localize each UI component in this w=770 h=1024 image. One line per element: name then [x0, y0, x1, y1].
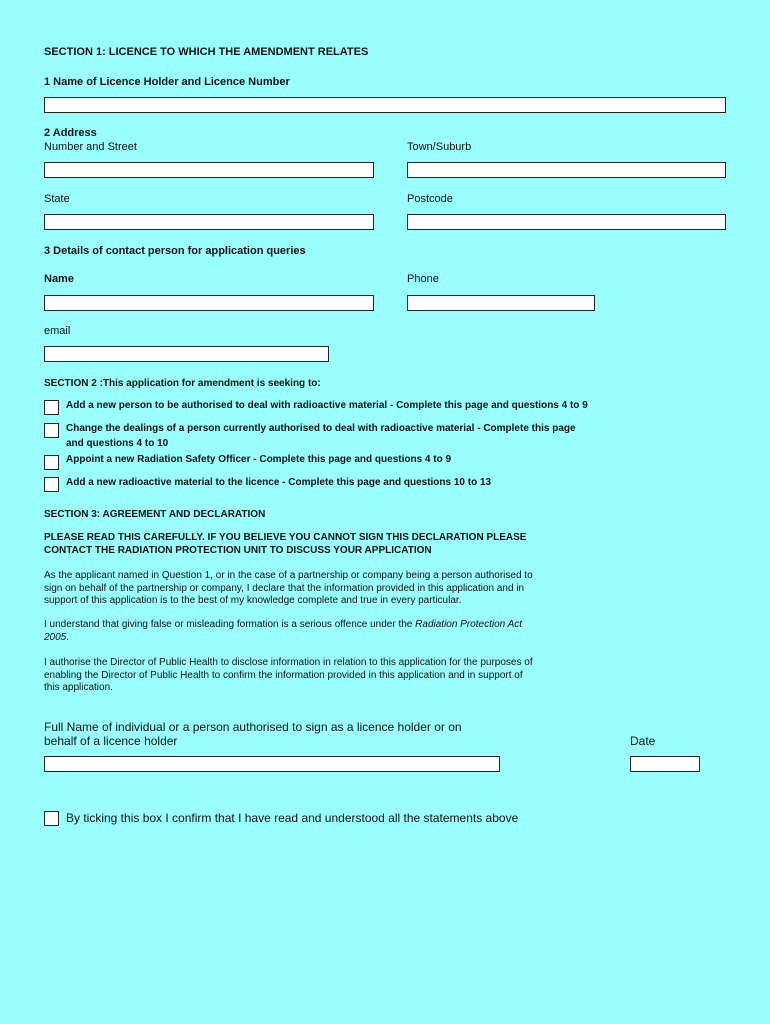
- section3-title: SECTION 3: AGREEMENT AND DECLARATION: [44, 509, 266, 520]
- option-appoint-rso-checkbox[interactable]: [44, 455, 59, 470]
- licence-holder-input[interactable]: [44, 97, 726, 113]
- fullname-label-line: behalf of a licence holder: [44, 734, 178, 748]
- option-add-person-checkbox[interactable]: [44, 400, 59, 415]
- postcode-input[interactable]: [407, 214, 726, 230]
- warning-line: PLEASE READ THIS CAREFULLY. IF YOU BELIEVE YOU CANNOT SIGN THIS DECLARATION PLEASE: [44, 532, 527, 543]
- q1-label: 1 Name of Licence Holder and Licence Number: [44, 76, 290, 88]
- act-name: Radiation Protection Act: [415, 619, 523, 630]
- declaration-paragraph-3: [44, 657, 533, 695]
- town-label: Town/Suburb: [407, 141, 472, 153]
- option-add-person-label: Add a new person to be authorised to deal with radioactive material - Complete this page and questions 4 to 9: [66, 400, 588, 411]
- contact-phone-input[interactable]: [407, 295, 595, 311]
- act-year: 2005: [44, 631, 67, 643]
- name-label: Name: [44, 273, 74, 285]
- date-label: Date: [630, 734, 656, 748]
- state-label: State: [44, 193, 70, 205]
- declaration-paragraph-2: [44, 619, 522, 644]
- para2-suffix: .: [66, 631, 70, 643]
- paragraph-line: I authorise the Director of Public Health to disclose information in relation to this application for the purposes of: [44, 657, 533, 668]
- option-add-material-checkbox[interactable]: [44, 477, 59, 492]
- warning-text: [44, 532, 526, 557]
- q2-label: 2 Address: [44, 127, 97, 139]
- option-appoint-rso-label: Appoint a new Radiation Safety Officer - Complete this page and questions 4 to 9: [66, 454, 452, 465]
- paragraph-line: support of this application is to the best of my knowledge complete and true in every particular.: [44, 595, 462, 606]
- street-label: Number and Street: [44, 141, 137, 153]
- declaration-paragraph-1: [44, 570, 533, 608]
- q3-label: 3 Details of contact person for application queries: [44, 245, 306, 257]
- paragraph-line: As the applicant named in Question 1, or in the case of a partnership or company being a person authorised to: [44, 570, 533, 581]
- option-change-dealings-label-line2: and questions 4 to 10: [66, 438, 169, 449]
- fullname-input[interactable]: [44, 756, 500, 772]
- email-label: email: [44, 325, 71, 337]
- contact-email-input[interactable]: [44, 346, 329, 362]
- town-input[interactable]: [407, 162, 726, 178]
- confirm-label: By ticking this box I confirm that I have read and understood all the statements above: [66, 811, 519, 825]
- option-add-material-label: Add a new radioactive material to the licence - Complete this page and questions 10 to 13: [66, 477, 492, 488]
- option-change-dealings-checkbox[interactable]: [44, 423, 59, 438]
- state-input[interactable]: [44, 214, 374, 230]
- paragraph-line: this application.: [44, 682, 113, 693]
- paragraph-line: sign on behalf of the partnership or company, I declare that the information provided in this application and in: [44, 582, 525, 594]
- confirm-checkbox[interactable]: [44, 811, 59, 826]
- fullname-label: [44, 720, 462, 748]
- fullname-label-line: Full Name of individual or a person authorised to sign as a licence holder or on: [44, 720, 462, 734]
- street-input[interactable]: [44, 162, 374, 178]
- postcode-label: Postcode: [407, 193, 453, 205]
- warning-line: CONTACT THE RADIATION PROTECTION UNIT TO DISCUSS YOUR APPLICATION: [44, 544, 432, 556]
- phone-label: Phone: [407, 273, 439, 285]
- paragraph-line: enabling the Director of Public Health to confirm the information provided in this application and in support of: [44, 669, 523, 681]
- section2-title: SECTION 2 :This application for amendment is seeking to:: [44, 378, 321, 389]
- section1-title: SECTION 1: LICENCE TO WHICH THE AMENDMENT RELATES: [44, 46, 369, 58]
- contact-name-input[interactable]: [44, 295, 374, 311]
- paragraph-line: [44, 632, 522, 645]
- paragraph-line: [44, 619, 522, 632]
- para2-prefix: I understand that giving false or misleading formation is a serious offence under the: [44, 619, 416, 630]
- date-input[interactable]: [630, 756, 700, 772]
- option-change-dealings-label-line1: Change the dealings of a person currently authorised to deal with radioactive material - Complete this page: [66, 423, 576, 434]
